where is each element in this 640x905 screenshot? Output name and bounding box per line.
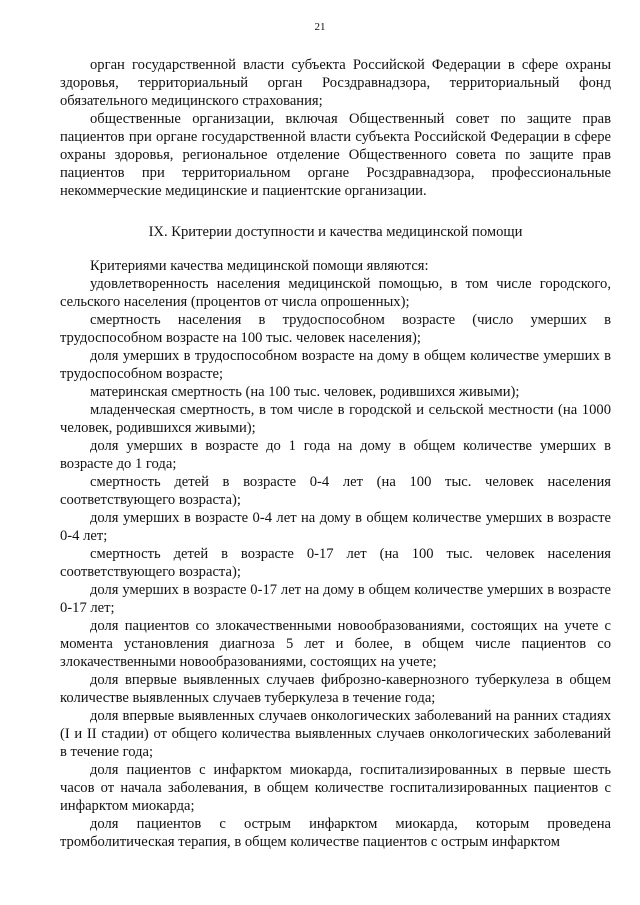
paragraph: доля умерших в возрасте до 1 года на дому в общем количестве умерших в возрасте до 1 года; <box>60 438 611 473</box>
paragraph: доля пациентов с острым инфарктом миокарда, которым проведена тромболитическая терапия, в общем количестве пациентов с острым инфарктом <box>60 816 611 851</box>
paragraph: смертность детей в возрасте 0-17 лет (на 100 тыс. человек населения соответствующего возраста); <box>60 546 611 581</box>
paragraph: смертность населения в трудоспособном возрасте (число умерших в трудоспособном возрасте на 100 тыс. человек населения); <box>60 312 611 347</box>
page-number: 21 <box>314 21 326 33</box>
paragraph: общественные организации, включая Общественный совет по защите прав пациентов при органе государственной власти субъекта Российской Федерации в сфере охраны здоровья, региональное отделение Общественного совета по защите прав пациентов при территориальном органе Росздравнадзора, профессиональные некоммерческие медицинские и пациентские организации. <box>60 111 611 200</box>
paragraph: орган государственной власти субъекта Российской Федерации в сфере охраны здоровья, территориальный орган Росздравнадзора, территориальный фонд обязательного медицинского страхования; <box>60 57 611 110</box>
paragraph: доля пациентов с инфарктом миокарда, госпитализированных в первые шесть часов от начала заболевания, в общем количестве госпитализированных пациентов с инфарктом миокарда; <box>60 762 611 815</box>
section-heading: IX. Критерии доступности и качества медицинской помощи <box>148 224 523 240</box>
paragraph: доля впервые выявленных случаев фиброзно-кавернозного туберкулеза в общем количестве выявленных случаев туберкулеза в течение года; <box>60 672 611 707</box>
paragraph: материнская смертность (на 100 тыс. человек, родившихся живыми); <box>90 384 520 400</box>
paragraph: смертность детей в возрасте 0-4 лет (на 100 тыс. человек населения соответствующего возраста); <box>60 474 611 509</box>
paragraph: доля умерших в возрасте 0-17 лет на дому в общем количестве умерших в возрасте 0-17 лет; <box>60 582 611 617</box>
paragraph: младенческая смертность, в том числе в городской и сельской местности (на 1000 человек, родившихся живыми); <box>60 402 611 437</box>
paragraph: Критериями качества медицинской помощи являются: <box>90 258 429 274</box>
paragraph: доля впервые выявленных случаев онкологических заболеваний на ранних стадиях (I и II стадии) от общего количества выявленных случаев онкологических заболеваний в течение года; <box>60 708 611 761</box>
paragraph: удовлетворенность населения медицинской помощью, в том числе городского, сельского населения (процентов от числа опрошенных); <box>60 276 611 311</box>
paragraph: доля пациентов со злокачественными новообразованиями, состоящих на учете с момента установления диагноза 5 лет и более, в общем числе пациентов со злокачественными новообразованиями, состоящих на учете; <box>60 618 611 671</box>
paragraph: доля умерших в возрасте 0-4 лет на дому в общем количестве умерших в возрасте 0-4 лет; <box>60 510 611 545</box>
paragraph: доля умерших в трудоспособном возрасте на дому в общем количестве умерших в трудоспособном возрасте; <box>60 348 611 383</box>
